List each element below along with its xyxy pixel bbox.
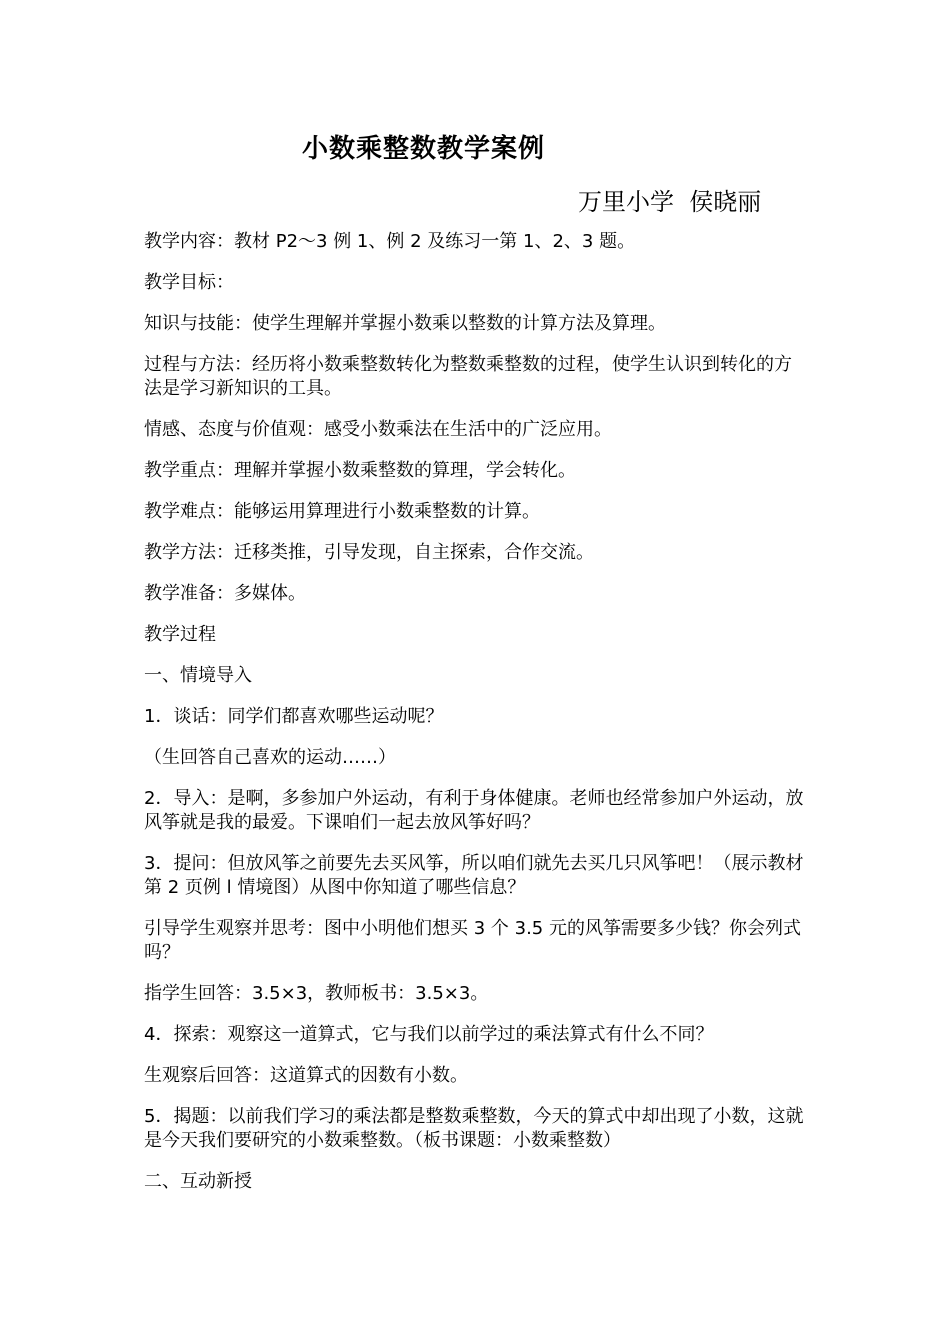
section-heading-interactive: 二、互动新授 (144, 1171, 252, 1192)
paragraph-process-method: 过程与方法：经历将小数乘整数转化为整数乘整数的过程，使学生认识到转化的方法是学习新知识的工具。 (144, 354, 792, 399)
paragraph-step-4: 4．探索：观察这一道算式，它与我们以前学过的乘法算式有什么不同？ (144, 1024, 714, 1045)
paragraph-step-2: 2．导入：是啊，多参加户外运动，有利于身体健康。老师也经常参加户外运动，放风筝就是我的最爱。下课咱们一起去放风筝好吗？ (144, 788, 804, 833)
section-heading-intro: 一、情境导入 (144, 665, 252, 686)
paragraph-teaching-process: 教学过程 (144, 624, 216, 645)
paragraph-step-5: 5．揭题：以前我们学习的乘法都是整数乘整数，今天的算式中却出现了小数，这就是今天我们要研究的小数乘整数。（板书课题：小数乘整数） (144, 1106, 804, 1151)
paragraph-knowledge-skills: 知识与技能：使学生理解并掌握小数乘以整数的计算方法及算理。 (144, 313, 666, 334)
document-author: 万里小学 侯晓丽 (578, 188, 762, 216)
document-body (144, 230, 804, 1211)
paragraph-step-1: 1．谈话：同学们都喜欢哪些运动呢？ (144, 706, 444, 727)
paragraph-teaching-content: 教学内容：教材 P2～3 例 1、例 2 及练习一第 1、2、3 题。 (144, 231, 636, 252)
paragraph-observe-answer: 生观察后回答：这道算式的因数有小数。 (144, 1065, 468, 1086)
paragraph-teaching-goals: 教学目标： (144, 272, 234, 293)
document-title: 小数乘整数教学案例 (302, 134, 546, 164)
paragraph-step-3: 3．提问：但放风筝之前要先去买风筝，所以咱们就先去买几只风筝吧！（展示教材第 2 页例 l 情境图）从图中你知道了哪些信息？ (144, 853, 804, 898)
paragraph-difficult-point: 教学难点：能够运用算理进行小数乘整数的计算。 (144, 501, 540, 522)
paragraph-emotion-attitude: 情感、态度与价值观：感受小数乘法在生活中的广泛应用。 (144, 419, 612, 440)
paragraph-student-answer: （生回答自己喜欢的运动……） (144, 747, 396, 768)
paragraph-key-point: 教学重点：理解并掌握小数乘整数的算理，学会转化。 (144, 460, 576, 481)
paragraph-preparation: 教学准备：多媒体。 (144, 583, 306, 604)
paragraph-guide-observe: 引导学生观察并思考：图中小明他们想买 3 个 3.5 元的风筝需要多少钱？你会列式吗？ (144, 918, 801, 963)
paragraph-student-reply: 指学生回答：3.5×3，教师板书：3.5×3。 (144, 983, 489, 1004)
paragraph-teaching-method: 教学方法：迁移类推，引导发现，自主探索，合作交流。 (144, 542, 594, 563)
